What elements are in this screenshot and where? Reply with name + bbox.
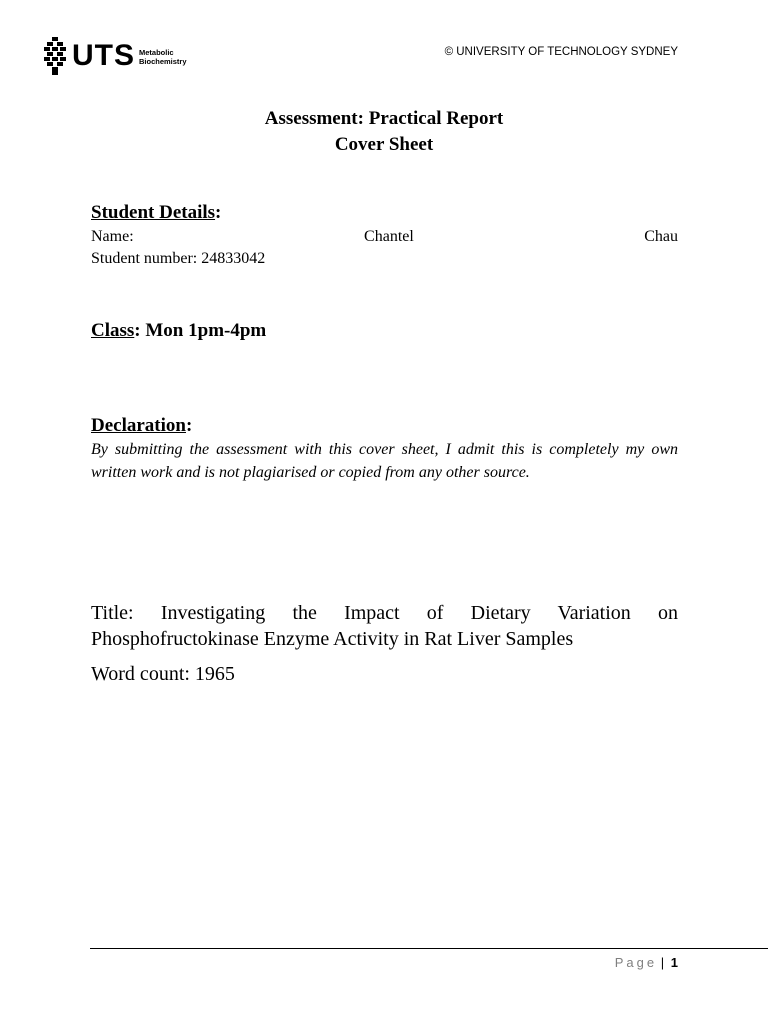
student-details-heading: Student Details: bbox=[91, 202, 222, 223]
class-section bbox=[91, 320, 678, 342]
student-number: Student number: 24833042 bbox=[91, 250, 266, 267]
page-footer bbox=[615, 955, 678, 970]
cover-sheet-title: Cover Sheet bbox=[334, 134, 434, 155]
logo-subtitle-line1: Metabolic bbox=[139, 48, 174, 57]
logo-wordmark: UTS bbox=[72, 39, 135, 72]
declaration-section bbox=[91, 415, 678, 484]
page-separator: | bbox=[660, 955, 665, 970]
report-title-section bbox=[91, 600, 678, 686]
page-number: 1 bbox=[670, 955, 678, 970]
first-name: Chantel bbox=[364, 228, 414, 245]
student-details-section bbox=[91, 202, 678, 270]
copyright-notice: © UNIVERSITY OF TECHNOLOGY SYDNEY bbox=[444, 46, 678, 58]
name-label: Name: bbox=[91, 228, 134, 245]
logo-subtitle bbox=[139, 48, 187, 66]
declaration-heading: Declaration: bbox=[91, 415, 193, 436]
last-name: Chau bbox=[644, 228, 678, 245]
word-count: Word count: 1965 bbox=[91, 663, 235, 685]
assessment-title: Assessment: Practical Report bbox=[264, 108, 504, 129]
name-row bbox=[91, 226, 678, 248]
footer-divider bbox=[90, 948, 768, 949]
page-label: Page bbox=[614, 955, 658, 970]
uts-logo bbox=[44, 36, 187, 76]
report-title: Title: Investigating the Impact of Dietary Variation on Phosphofructokinase Enzyme Activity in Rat Liver Samples bbox=[91, 602, 678, 650]
logo-subtitle-line2: Biochemistry bbox=[139, 57, 187, 66]
declaration-text: By submitting the assessment with this cover sheet, I admit this is completely my own written work and is not plagiarised or copied from any other source. bbox=[91, 441, 678, 481]
class-value: : Mon 1pm-4pm bbox=[134, 320, 267, 341]
uts-emblem-icon bbox=[44, 37, 66, 75]
class-heading: Class: Mon 1pm-4pm bbox=[91, 320, 267, 341]
